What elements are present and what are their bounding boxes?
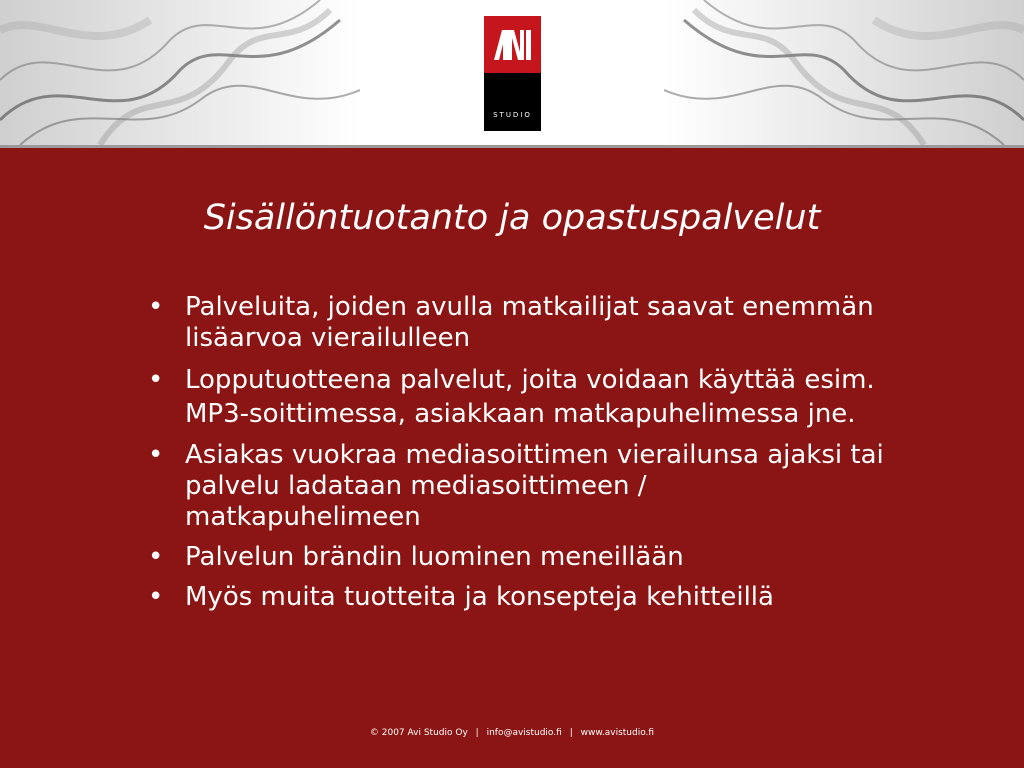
- bullet-text: Palvelun brändin luominen meneillään: [185, 542, 684, 572]
- bullet-text: Palveluita, joiden avulla matkailijat saavat enemmän lisäarvoa vierailulleen: [185, 292, 874, 353]
- bullet-item: [148, 363, 888, 431]
- bullet-dot: •: [148, 292, 164, 322]
- slide-title: Sisällöntuotanto ja opastuspalvelut: [203, 198, 821, 238]
- bullet-item: [148, 542, 888, 573]
- header-banner: [0, 0, 1024, 145]
- bullet-text: Lopputuotteena palvelut, joita voidaan käyttää esim. MP3-soittimessa, asiakkaan matkapuhelimessa jne.: [185, 365, 875, 429]
- bullet-dot: •: [148, 582, 164, 612]
- bullet-text: Asiakas vuokraa mediasoittimen vierailunsa ajaksi tai palvelu ladataan mediasoittimeen / matkapuhelimeen: [185, 440, 884, 532]
- footer-separator: |: [475, 728, 479, 738]
- bullet-list: [148, 292, 888, 622]
- bullet-dot: •: [148, 440, 164, 470]
- slide-content: [0, 148, 1024, 768]
- footer: [0, 728, 1024, 738]
- footer-email-link[interactable]: info@avistudio.fi: [486, 728, 562, 738]
- footer-separator: |: [569, 728, 573, 738]
- logo-black-block: [484, 73, 541, 131]
- bullet-item: [148, 292, 888, 354]
- avi-studio-logo: [484, 16, 541, 131]
- bullet-dot: •: [148, 542, 164, 572]
- logo-red-block: [484, 16, 541, 73]
- logo-studio-text: STUDIO: [493, 111, 532, 119]
- avi-logo-mark: [494, 30, 531, 60]
- smoke-decoration-right: [664, 0, 1024, 145]
- footer-copyright: © 2007 Avi Studio Oy: [369, 728, 468, 738]
- footer-website-link[interactable]: www.avistudio.fi: [580, 728, 655, 738]
- smoke-decoration-left: [0, 0, 360, 145]
- bullet-item: [148, 440, 888, 533]
- bullet-text: Myös muita tuotteita ja konsepteja kehitteillä: [185, 582, 774, 612]
- bullet-dot: •: [148, 365, 164, 395]
- bullet-item: [148, 582, 888, 613]
